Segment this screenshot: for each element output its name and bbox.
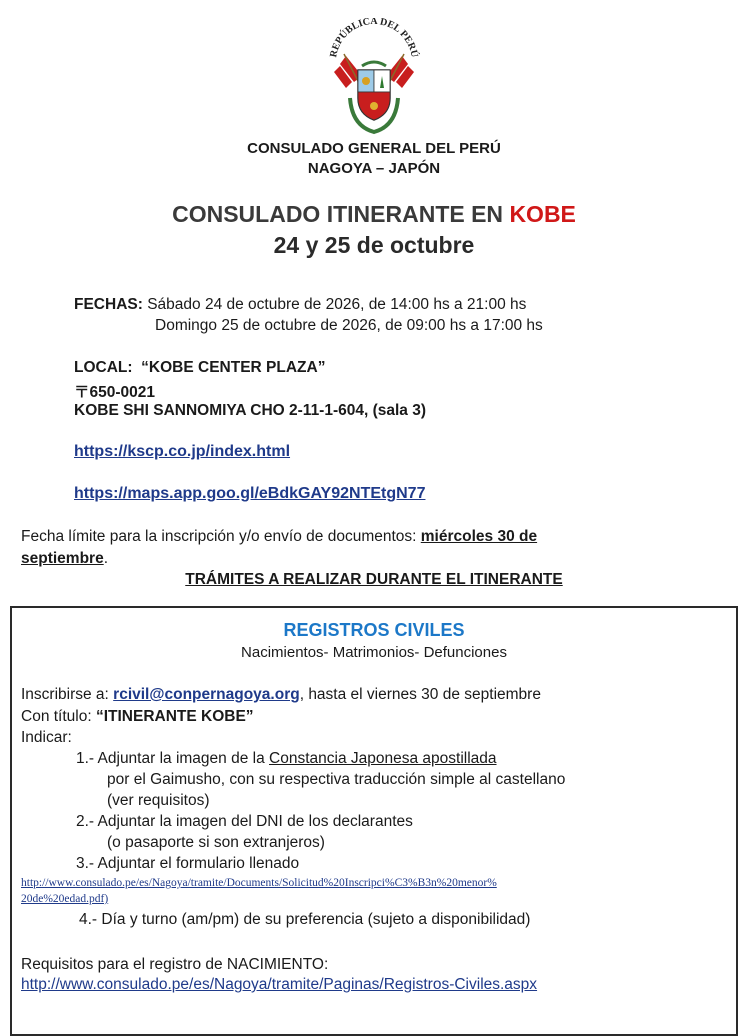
title-city: KOBE — [509, 201, 576, 227]
page-title — [0, 201, 748, 228]
item1-line2: por el Gaimusho, con su respectiva traducción simple al castellano — [107, 771, 566, 788]
item3: 3.- Adjuntar el formulario llenado — [76, 855, 300, 872]
item1-prefix: 1.- Adjuntar la imagen de la — [76, 750, 270, 767]
postal-code: 〒650-0021 — [74, 384, 156, 401]
registros-subtitle: Nacimientos- Matrimonios- Defunciones — [241, 644, 507, 661]
requisitos-label: Requisitos para el registro de NACIMIENTO: — [21, 956, 329, 973]
item4: 4.- Día y turno (am/pm) de su preferencia (sujeto a disponibilidad) — [79, 911, 531, 928]
consulate-name: CONSULADO GENERAL DEL PERÚ — [247, 140, 501, 157]
deadline-text: Fecha límite para la inscripción y/o envío de documentos: — [21, 528, 421, 545]
local-line — [74, 359, 325, 377]
local-name: “KOBE CENTER PLAZA” — [141, 359, 326, 376]
venue-website-link[interactable]: https://kscp.co.jp/index.html — [74, 443, 291, 460]
deadline-date-part1: miércoles 30 de — [420, 528, 538, 545]
inscribirse-line — [21, 686, 541, 704]
tramites-heading: TRÁMITES A REALIZAR DURANTE EL ITINERANTE — [185, 571, 563, 588]
form-url-line1[interactable]: http://www.consulado.pe/es/Nagoya/tramite/Documents/Solicitud%20Inscripci%C3%B3n%20menor% — [21, 877, 497, 889]
email-link[interactable]: rcivil@conpernagoya.org — [113, 686, 300, 703]
item2-line2: (o pasaporte si son extranjeros) — [107, 834, 325, 851]
local-label: LOCAL: — [74, 359, 133, 376]
fechas-sunday: Domingo 25 de octubre de 2026, de 09:00 hs a 17:00 hs — [155, 317, 543, 334]
fechas-label: FECHAS: — [74, 296, 143, 313]
titulo-line — [21, 708, 254, 726]
item2-line1: 2.- Adjuntar la imagen del DNI de los declarantes — [76, 813, 413, 830]
fechas-line1 — [74, 296, 526, 314]
item1-line1 — [76, 750, 497, 768]
registros-title: REGISTROS CIVILES — [283, 620, 465, 640]
emblem-text: REPÚBLICA DEL PERÚ — [328, 18, 420, 59]
address: KOBE SHI SANNOMIYA CHO 2-11-1-604, (sala 3) — [74, 402, 427, 419]
form-url-line2[interactable]: 20de%20edad.pdf) — [21, 893, 109, 905]
constancia-link[interactable]: Constancia Japonesa apostillada — [269, 750, 497, 767]
deadline-end: . — [103, 550, 109, 567]
peru-coat-of-arms — [322, 18, 426, 140]
inscribirse-suffix: , hasta el viernes 30 de septiembre — [299, 686, 541, 703]
deadline-date-part2: septiembre — [21, 550, 104, 567]
indicar-label: Indicar: — [21, 729, 72, 746]
titulo-prefix: Con título: — [21, 708, 96, 725]
titulo-value: “ITINERANTE KOBE” — [95, 708, 254, 725]
item1-line3: (ver requisitos) — [107, 792, 210, 809]
maps-link[interactable]: https://maps.app.goo.gl/eBdkGAY92NTEtgN77 — [74, 485, 426, 502]
title-prefix: CONSULADO ITINERANTE EN — [172, 201, 510, 227]
fechas-saturday: Sábado 24 de octubre de 2026, de 14:00 hs a 21:00 hs — [147, 296, 527, 313]
event-dates: 24 y 25 de octubre — [273, 232, 475, 258]
consulate-city: NAGOYA – JAPÓN — [307, 160, 441, 177]
deadline-line1 — [21, 528, 727, 546]
requisitos-link[interactable]: http://www.consulado.pe/es/Nagoya/tramite/Paginas/Registros-Civiles.aspx — [21, 976, 538, 993]
inscribirse-prefix: Inscribirse a: — [21, 686, 114, 703]
deadline-line2 — [21, 550, 108, 568]
